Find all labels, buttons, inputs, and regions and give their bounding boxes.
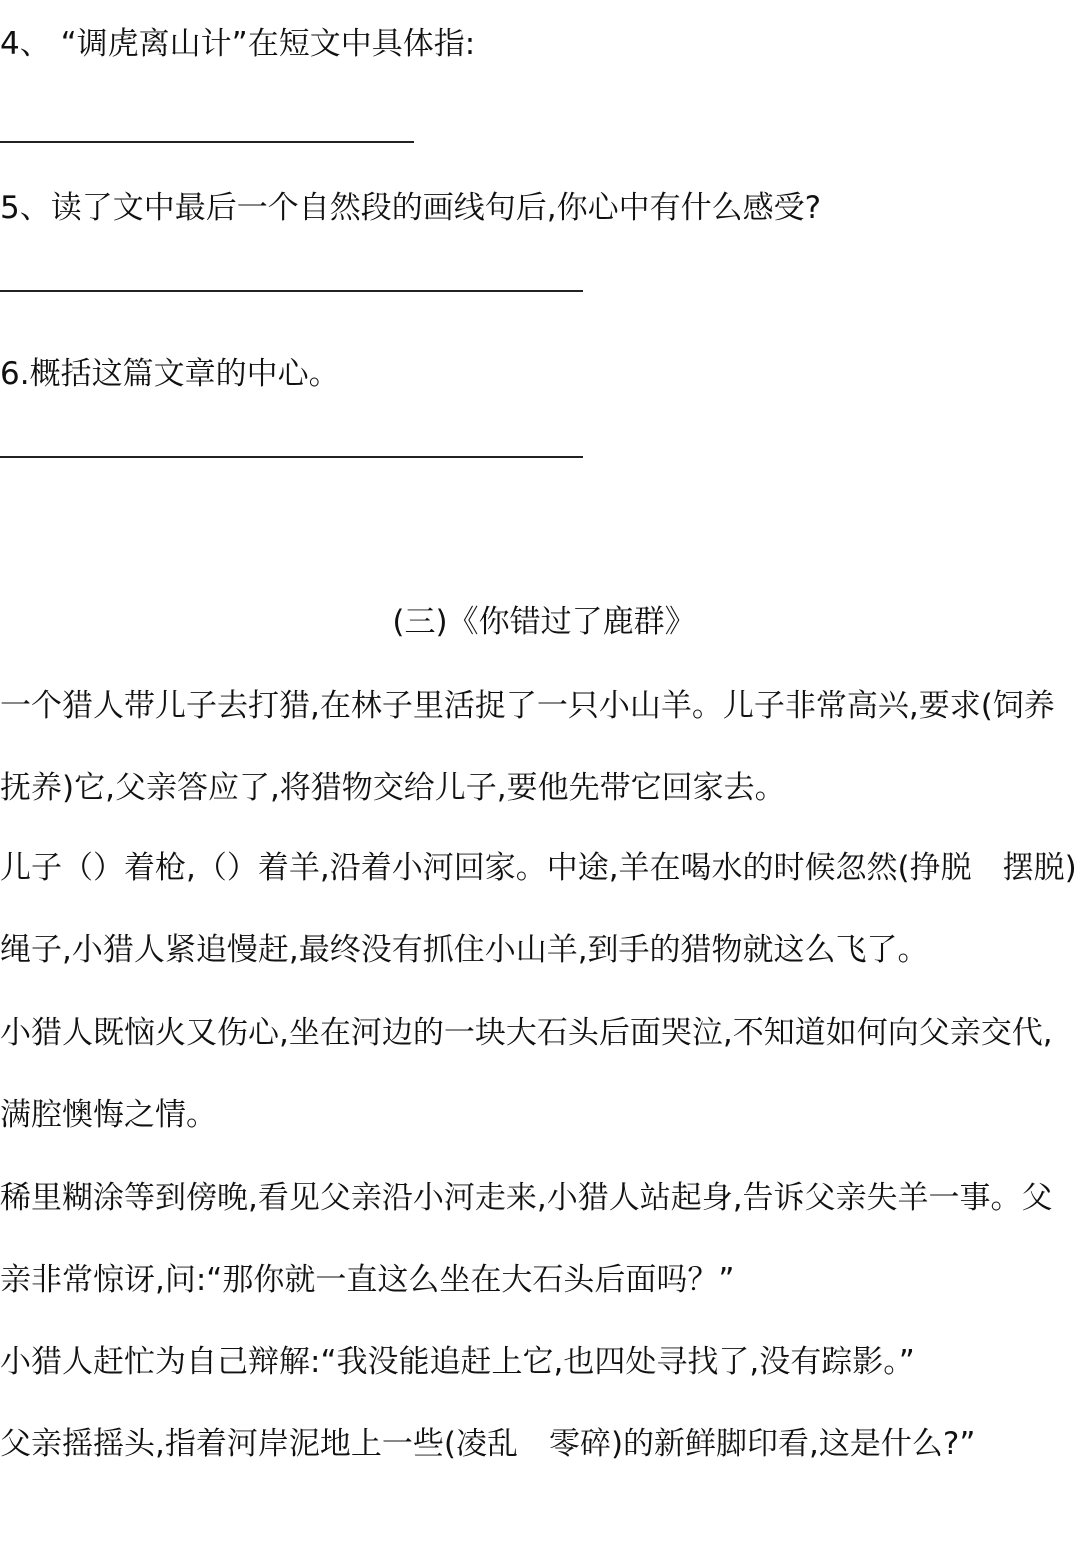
section-title-text: (三)《你错过了鹿群》: [392, 604, 696, 640]
passage-line: 稀里糊涂等到傍晚,看见父亲沿小河走来,小猎人站起身,告诉父亲失羊一事。父: [0, 1180, 1053, 1216]
passage-line: 一个猎人带儿子去打猎,在林子里活捉了一只小山羊。儿子非常高兴,要求(饲养: [0, 688, 1055, 724]
passage-line: 小猎人赶忙为自己辩解:“我没能追赶上它,也四处寻找了,没有踪影。”: [0, 1344, 915, 1380]
question-5: 5、读了文中最后一个自然段的画线句后,你心中有什么感受?: [0, 190, 822, 226]
passage-line: 亲非常惊讶,问:“那你就一直这么坐在大石头后面吗？”: [0, 1262, 735, 1298]
answer-line-4: [0, 141, 414, 143]
passage-line: 儿子（）着枪,（）着羊,沿着小河回家。中途,羊在喝水的时候忽然(挣脱 摆脱): [0, 850, 1077, 886]
passage-line: 父亲摇摇头,指着河岸泥地上一些(凌乱 零碎)的新鲜脚印看,这是什么?”: [0, 1426, 976, 1462]
question-6: 6.概括这篇文章的中心。: [0, 356, 340, 392]
section-title: [0, 602, 1080, 642]
passage-line: 小猎人既恼火又伤心,坐在河边的一块大石头后面哭泣,不知道如何向父亲交代,: [0, 1015, 1053, 1051]
passage-line: 抚养)它,父亲答应了,将猎物交给儿子,要他先带它回家去。: [0, 770, 786, 806]
passage-line: 满腔懊悔之情。: [0, 1097, 217, 1133]
passage-line: 绳子,小猎人紧追慢赶,最终没有抓住小山羊,到手的猎物就这么飞了。: [0, 932, 929, 968]
answer-line-6: [0, 456, 583, 458]
question-4: 4、 “调虎离山计”在短文中具体指:: [0, 26, 476, 62]
answer-line-5: [0, 290, 583, 292]
